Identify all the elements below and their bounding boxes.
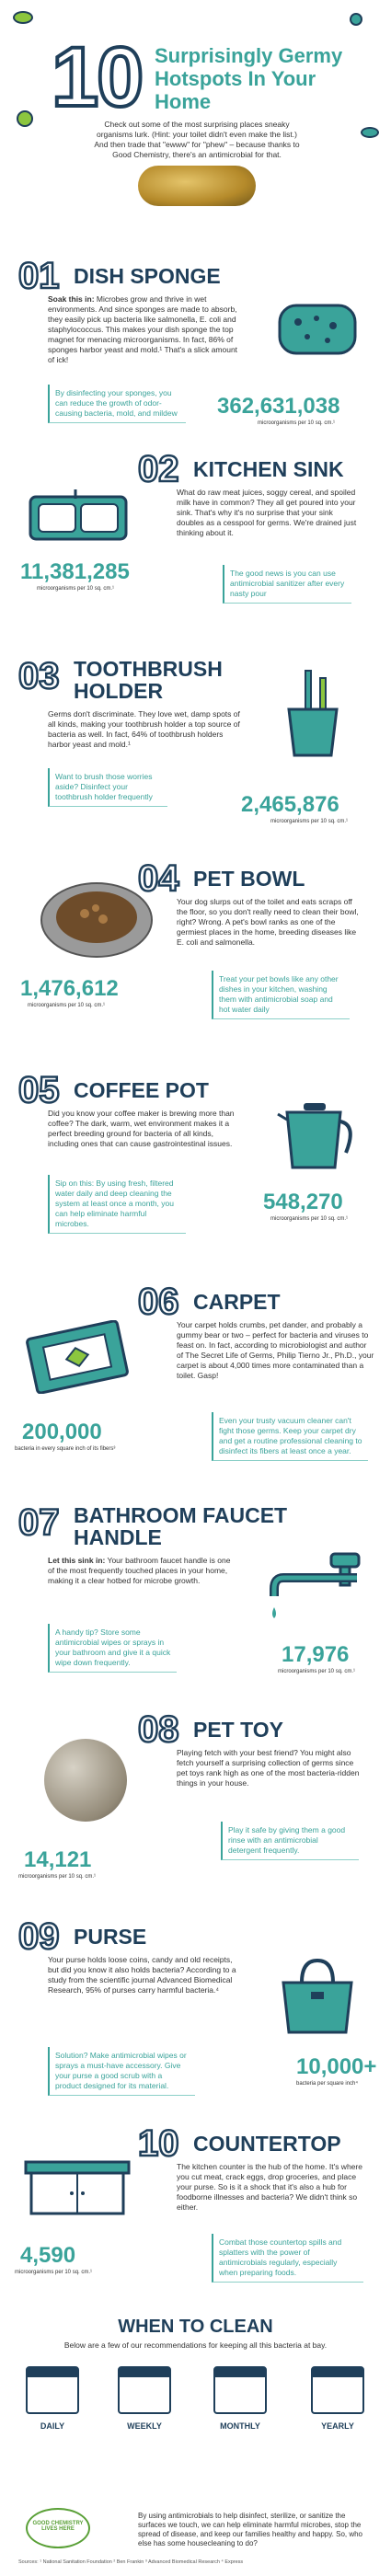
section-title: BATHROOM FAUCET HANDLE — [74, 1503, 288, 1549]
section-stat: 17,976 — [282, 1642, 350, 1667]
section-number: 10 — [138, 2123, 179, 2164]
label-daily: DAILY — [40, 2421, 65, 2431]
logo-text: GOOD CHEMISTRY LIVES HERE — [32, 2521, 84, 2532]
coffee-pot-icon — [276, 1099, 359, 1173]
section-stat: 1,476,612 — [20, 976, 119, 1001]
section-stat-label: microorganisms per 10 sq. cm.¹ — [37, 586, 115, 592]
section-stat-label: microorganisms per 10 sq. cm.¹ — [278, 1669, 356, 1674]
section-body: Playing fetch with your best friend? You might also fetch yourself a surprising collection of germs since pet toys rank high as one of the most bacteria-ridden things in your house. — [177, 1748, 360, 1788]
germ-icon — [350, 13, 362, 26]
section-number: 08 — [138, 1709, 179, 1750]
section-body: Germs don't discriminate. They love wet, damp spots of all kinds, making your toothbrush holder a top source of bacteria as well. In fact, 64% of toothbrush holders harbor yeast and mold.¹ — [48, 709, 240, 749]
calendar-daily-icon — [26, 2366, 79, 2414]
faucet-icon — [267, 1550, 368, 1624]
label-monthly: MONTHLY — [220, 2421, 260, 2431]
section-body: What do raw meat juices, soggy cereal, and spoiled milk have in common? They all get poured into your sink. That's why it's no surprise that your sink doubles as a cesspool for germs. We're drained just thinking about it. — [177, 488, 357, 537]
sink-icon — [28, 488, 129, 543]
calendar-weekly-icon — [118, 2366, 171, 2414]
section-dish-sponge — [0, 258, 391, 460]
section-title: PET TOY — [193, 1718, 283, 1742]
section-body: Your dog slurps out of the toilet and eats scraps off the floor, so you don't really need to clean their bowl, right? Wrong. A pet's bowl ranks as one of the germiest places in the home, breeding diseases like E. coli and salmonella. — [177, 897, 359, 947]
section-faucet-handle — [0, 1504, 391, 1707]
carpet-icon — [22, 1320, 132, 1394]
section-countertop — [0, 2125, 391, 2309]
page-title: Surprisingly Germy Hotspots In Your Home — [155, 44, 343, 113]
section-title: KITCHEN SINK — [193, 457, 344, 481]
section-tip: A handy tip? Store some antimicrobial wipes or sprays in your bathroom and give it a quick wipe down frequently. — [48, 1624, 177, 1673]
section-number: 05 — [18, 1070, 60, 1110]
section-title: COFFEE POT — [74, 1078, 209, 1102]
section-body: Let this sink in: Your bathroom faucet handle is one of the most frequently touched places in your home, making it a clear hotbed for microbe growth. — [48, 1556, 231, 1585]
intro-text: Check out some of the most surprising places sneaky organisms lurk. (Hint: your toilet didn't even make the list.) And then trade that "ewww" for "phew" – because thanks to Good Chemistry, there's an antimicrobial for that. — [94, 120, 300, 159]
purse-icon — [276, 1955, 359, 2038]
section-stat-label: microorganisms per 10 sq. cm.¹ — [15, 2270, 93, 2275]
section-body: Did you know your coffee maker is brewing more than coffee? The dark, warm, wet environment makes it a perfect breeding ground for bacteria of all kinds, including ones that can cause gastrointestinal issues. — [48, 1109, 235, 1148]
section-stat: 2,465,876 — [241, 792, 339, 817]
section-number: 09 — [18, 1916, 60, 1957]
section-stat: 11,381,285 — [20, 559, 130, 584]
section-tip: Sip on this: By using fresh, filtered water daily and deep cleaning the system at least once a month, you can help eliminate harmful microbes. — [48, 1175, 186, 1234]
section-stat-label: bacteria in every square inch of its fibers³ — [15, 1446, 116, 1452]
label-weekly: WEEKLY — [127, 2421, 162, 2431]
calendar-yearly-icon — [311, 2366, 364, 2414]
section-tip: The good news is you can use antimicrobial sanitizer after every nasty pour — [223, 565, 351, 604]
section-title: TOOTHBRUSH HOLDER — [74, 657, 223, 703]
big-number: 10 — [52, 30, 143, 124]
section-stat-label: microorganisms per 10 sq. cm.¹ — [28, 1003, 106, 1008]
sponge-image — [138, 166, 256, 206]
germ-icon — [361, 127, 379, 138]
section-tip: Combat those countertop spills and splatters with the power of antimicrobials regularly, especially when preparing foods. — [212, 2234, 363, 2283]
section-number: 04 — [138, 858, 179, 899]
toothbrush-holder-icon — [276, 667, 350, 759]
section-body: Your carpet holds crumbs, pet dander, and probably a gummy bear or two – perfect for bacteria and viruses to feast on. In fact, according to microbiologist and author of The Secret Life of Germs, Philip Tierno Jr., Ph.D., your carpet is about 4,000 times more contaminated than a toilet. Gasp! — [177, 1320, 374, 1380]
germ-icon — [13, 11, 33, 24]
section-tip: Play it safe by giving them a good rinse with an antimicrobial detergent frequently. — [221, 1822, 359, 1860]
countertop-icon — [22, 2153, 132, 2217]
section-number: 02 — [138, 449, 179, 489]
section-number: 03 — [18, 656, 60, 696]
section-tip: Treat your pet bowls like any other dishes in your kitchen, washing them with antimicrobial soap and hot water daily — [212, 971, 350, 1019]
section-tip: Solution? Make antimicrobial wipes or sprays a must-have accessory. Give your purse a good scrub with a product designed for its material. — [48, 2047, 195, 2096]
footer-text: By using antimicrobials to help disinfect, sterilize, or sanitize the surfaces we touch, we can help eliminate harmful microbes, stop the spread of disease, and keep our families healthy and happy. So, who else has some housecleaning to do? — [138, 2512, 363, 2547]
section-kitchen-sink — [0, 451, 391, 644]
section-title: PET BOWL — [193, 867, 305, 891]
section-toothbrush-holder — [0, 658, 391, 851]
when-to-clean-subtitle: Below are a few of our recommendations for keeping all this bacteria at bay. — [63, 2340, 328, 2350]
section-coffee-pot — [0, 1072, 391, 1270]
section-body: Soak this in: Microbes grow and thrive in wet environments. And since sponges are made to absorb, they easily pick up bacteria like salmonella, E. coli and staphylococcus. This makes your dish sponge the top magnet for menacing microorganisms. In fact, 86% of sponges harbor yeast and mold.¹ That's a slick amount of ick! — [48, 294, 238, 364]
section-stat-label: microorganisms per 10 sq. cm.¹ — [270, 819, 349, 824]
sponge-icon — [276, 302, 359, 357]
section-stat: 4,590 — [20, 2243, 76, 2268]
section-carpet — [0, 1283, 391, 1495]
section-number: 06 — [138, 1282, 179, 1322]
section-tip: Want to brush those worries aside? Disinfect your toothbrush holder frequently — [48, 768, 167, 807]
sources: Sources: ¹ National Sanitation Foundation ² Ben Frankin ³ Advanced Biomedical Research ⁴ Express — [18, 2559, 244, 2565]
section-stat: 362,631,038 — [217, 394, 340, 419]
section-stat-label: microorganisms per 10 sq. cm.¹ — [270, 1216, 349, 1222]
section-pet-toy — [0, 1711, 391, 1904]
section-stat: 200,000 — [22, 1420, 102, 1444]
section-stat: 14,121 — [24, 1847, 92, 1872]
section-purse — [0, 1918, 391, 2130]
section-title: DISH SPONGE — [74, 264, 221, 288]
section-number: 01 — [18, 256, 60, 296]
section-stat-label: microorganisms per 10 sq. cm.¹ — [258, 420, 336, 426]
label-yearly: YEARLY — [321, 2421, 354, 2431]
section-stat: 548,270 — [263, 1190, 343, 1214]
section-title: COUNTERTOP — [193, 2132, 341, 2156]
section-body: The kitchen counter is the hub of the home. It's where you cut meat, crack eggs, drop groceries, and place your purse. So is it a shock that it's also a hub for foodborne illnesses and bacteria? We didn't think so either. — [177, 2162, 362, 2212]
section-tip: Even your trusty vacuum cleaner can't fight those germs. Keep your carpet dry and get a routine professional cleaning to disinfect its fibers at least once a year. — [212, 1412, 368, 1461]
calendar-monthly-icon — [213, 2366, 267, 2414]
section-stat: 10,000+ — [296, 2054, 377, 2079]
section-pet-bowl — [0, 860, 391, 1063]
header — [0, 0, 391, 198]
section-title: PURSE — [74, 1925, 147, 1949]
section-number: 07 — [18, 1502, 60, 1543]
section-stat-label: bacteria per square inch⁴ — [296, 2081, 358, 2087]
section-body: Your purse holds loose coins, candy and old receipts, but did you know it also holds bacteria? According to a study from the scientific journal Advanced Biomedical Research, 95% of purses carry harmful bacteria.⁴ — [48, 1955, 236, 1995]
when-to-clean-title: WHEN TO CLEAN — [118, 2317, 273, 2337]
section-tip: By disinfecting your sponges, you can reduce the growth of odor-causing bacteria, mold, and mildew — [48, 385, 186, 423]
pet-toy-image — [44, 1739, 127, 1822]
section-title: CARPET — [193, 1290, 281, 1314]
germ-icon — [17, 110, 33, 127]
section-stat-label: microorganisms per 10 sq. cm.¹ — [18, 1874, 97, 1880]
